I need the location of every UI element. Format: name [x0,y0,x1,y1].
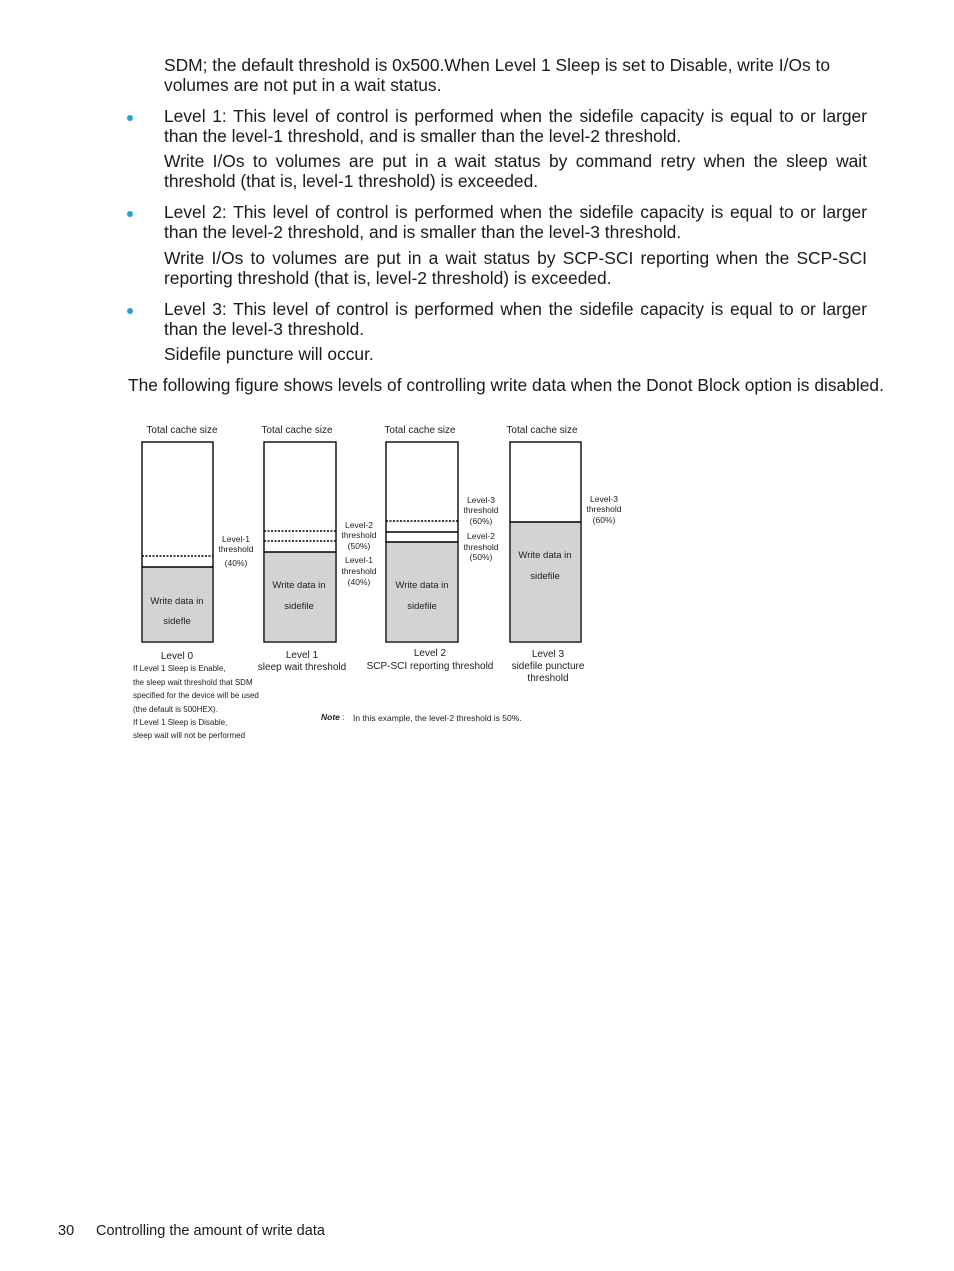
label-level-3-threshold: Level-3 [467,495,495,505]
box3-text-1: Write data in [518,550,572,561]
level-0-note-line: If Level 1 Sleep is Disable, [133,718,228,727]
note-text: In this example, the level-2 threshold is 50%. [353,713,522,723]
header-total-cache-0: Total cache size [146,425,218,436]
level-3-caption-1: sidefile puncture [511,661,585,672]
box3-text-2: sidefile [530,571,560,582]
label-threshold: threshold [586,504,622,514]
bullet-icon [126,304,136,314]
bullet-level-1-detail: Write I/Os to volumes are put in a wait status by command retry when the sleep wait threshold (that is, level-1 threshold) is exceeded. [164,151,867,191]
label-threshold: threshold [218,544,254,554]
label-level-1-threshold: Level-1 [222,534,250,544]
bullet-level-2: Level 2: This level of control is performed when the sidefile capacity is equal to or larger than the level-2 threshold, and is smaller than the level-3 threshold. [164,202,867,242]
box1-text-1: Write data in [272,580,326,591]
label-level-2-threshold: Level-2 [345,520,373,530]
label-pct-50: (50%) [347,541,371,551]
sidefile-fill-level-2 [387,542,458,641]
label-pct-40: (40%) [347,577,371,587]
level-0-note-line: specified for the device will be used [133,691,259,700]
level-3-caption-2: threshold [527,673,569,684]
header-total-cache-1: Total cache size [261,425,333,436]
level-0-note-line: If Level 1 Sleep is Enable, [133,664,226,673]
footer-section-title: Controlling the amount of write data [96,1223,325,1239]
note-label: Note [321,712,340,722]
level-2-label: Level 2 [413,648,447,659]
level-0-notes [133,664,259,740]
label-threshold: threshold [341,530,377,540]
label-pct-40: (40%) [224,558,248,568]
level-0-note-line: (the default is 500HEX). [133,705,218,714]
bullet-level-1: Level 1: This level of control is performed when the sidefile capacity is equal to or larger than the level-1 threshold, and is smaller than the level-2 threshold. [164,106,867,146]
level-2-caption: SCP-SCI reporting threshold [366,661,494,672]
bullet-level-3-detail: Sidefile puncture will occur. [164,344,374,364]
label-pct-60: (60%) [592,515,616,525]
box0-text-1: Write data in [150,596,204,607]
page-number: 30 [58,1223,75,1239]
header-total-cache-2: Total cache size [384,425,456,436]
box0-text-2: sidefle [163,616,191,627]
box2-text-1: Write data in [395,580,449,591]
label-level-3-threshold: Level-3 [590,494,618,504]
label-level-2-threshold: Level-2 [467,531,495,541]
bullet-icon [126,111,136,121]
write-data-control-diagram [120,415,640,750]
label-threshold: threshold [341,566,377,576]
label-threshold: threshold [463,542,499,552]
bullet-level-2-detail: Write I/Os to volumes are put in a wait status by SCP-SCI reporting when the SCP-SCI reporting threshold (that is, level-2 threshold) is exceeded. [164,248,867,288]
paragraph-continuation: SDM; the default threshold is 0x500.When Level 1 Sleep is set to Disable, write I/Os to volumes are not put in a wait status. [164,55,831,95]
level-1-caption: sleep wait threshold [257,662,347,673]
header-total-cache-3: Total cache size [506,425,578,436]
page-footer [58,1223,325,1239]
box1-text-2: sidefile [284,601,314,612]
level-0-label: Level 0 [160,651,194,662]
box2-text-2: sidefile [407,601,437,612]
label-pct-50: (50%) [469,552,493,562]
label-pct-60: (60%) [469,516,493,526]
sidefile-fill-level-1 [265,552,336,641]
note-colon: : [342,712,345,722]
bullet-icon [126,207,136,217]
bullet-level-3: Level 3: This level of control is performed when the sidefile capacity is equal to or larger than the level-3 threshold. [164,299,867,339]
figure-intro: The following figure shows levels of controlling write data when the Donot Block option is disabled. [128,375,884,395]
level-3-label: Level 3 [531,649,565,660]
level-0-note-line: the sleep wait threshold that SDM [133,678,253,687]
label-level-1-threshold: Level-1 [345,555,373,565]
level-1-label: Level 1 [285,650,319,661]
label-threshold: threshold [463,505,499,515]
level-0-note-line: sleep wait will not be performed [133,731,246,740]
